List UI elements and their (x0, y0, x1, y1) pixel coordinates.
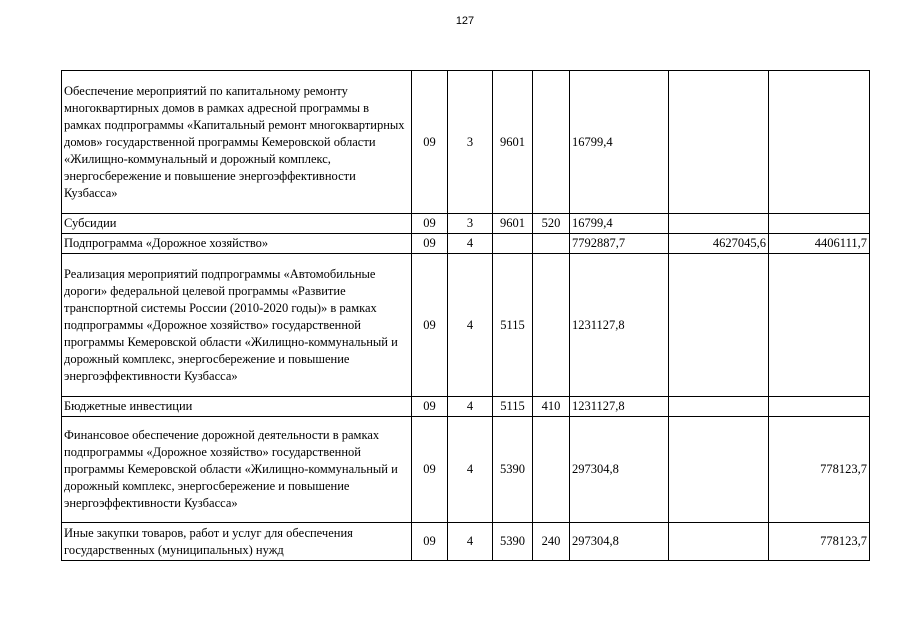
amount-2016 (769, 214, 870, 234)
expense-code: 520 (533, 214, 570, 234)
row-name: Реализация мероприятий подпрограммы «Автомобильные дороги» федеральной целевой программы «Развитие транспортной системы России (2010-2020 годы)» в рамках подпрограммы «Дорожное хозяйство» государственной программы Кемеровской области «Жилищно-коммунальный и дорожный комплекс, энергосбережение и повышение энергоэффективности Кузбасса» (62, 254, 412, 397)
section-code: 09 (412, 214, 448, 234)
subsection-code: 4 (448, 397, 493, 417)
row-name: Подпрограмма «Дорожное хозяйство» (62, 234, 412, 254)
table-row (62, 214, 870, 234)
subsection-code: 4 (448, 417, 493, 523)
target-code: 5115 (493, 397, 533, 417)
amount-2016 (769, 71, 870, 214)
amount-2014: 7792887,7 (570, 234, 669, 254)
budget-table (61, 70, 870, 561)
amount-2014: 1231127,8 (570, 397, 669, 417)
page-number: 127 (455, 15, 475, 27)
row-name: Финансовое обеспечение дорожной деятельности в рамках подпрограммы «Дорожное хозяйство» государственной программы Кемеровской области «Жилищно-коммунальный и дорожный комплекс, энергосбережение и повышение энергоэффективности Кузбасса» (62, 417, 412, 523)
section-code: 09 (412, 397, 448, 417)
amount-2014: 297304,8 (570, 523, 669, 561)
target-code: 5390 (493, 417, 533, 523)
expense-code (533, 254, 570, 397)
subsection-code: 3 (448, 71, 493, 214)
section-code: 09 (412, 417, 448, 523)
amount-2016: 778123,7 (769, 523, 870, 561)
amount-2015 (669, 254, 769, 397)
row-name: Иные закупки товаров, работ и услуг для обеспечения государственных (муниципальных) нужд (62, 523, 412, 561)
amount-2014: 1231127,8 (570, 254, 669, 397)
table-row (62, 254, 870, 397)
amount-2015: 4627045,6 (669, 234, 769, 254)
amount-2016 (769, 397, 870, 417)
amount-2016: 4406111,7 (769, 234, 870, 254)
target-code: 5115 (493, 254, 533, 397)
subsection-code: 4 (448, 234, 493, 254)
row-name: Субсидии (62, 214, 412, 234)
target-code (493, 234, 533, 254)
subsection-code: 3 (448, 214, 493, 234)
section-code: 09 (412, 71, 448, 214)
subsection-code: 4 (448, 523, 493, 561)
table-row (62, 71, 870, 214)
target-code: 9601 (493, 71, 533, 214)
amount-2014: 16799,4 (570, 214, 669, 234)
expense-code: 240 (533, 523, 570, 561)
section-code: 09 (412, 234, 448, 254)
expense-code (533, 71, 570, 214)
row-name: Обеспечение мероприятий по капитальному ремонту многоквартирных домов в рамках адресной программы в рамках подпрограммы «Капитальный ремонт многоквартирных домов» государственной программы Кемеровской области «Жилищно-коммунальный и дорожный комплекс, энергосбережение и повышение энергоэффективности Кузбасса» (62, 71, 412, 214)
expense-code: 410 (533, 397, 570, 417)
target-code: 9601 (493, 214, 533, 234)
target-code: 5390 (493, 523, 533, 561)
amount-2016: 778123,7 (769, 417, 870, 523)
amount-2015 (669, 397, 769, 417)
table-row (62, 234, 870, 254)
amount-2015 (669, 214, 769, 234)
section-code: 09 (412, 523, 448, 561)
amount-2016 (769, 254, 870, 397)
amount-2015 (669, 71, 769, 214)
subsection-code: 4 (448, 254, 493, 397)
amount-2015 (669, 523, 769, 561)
table-row (62, 397, 870, 417)
section-code: 09 (412, 254, 448, 397)
table-row (62, 523, 870, 561)
table-row (62, 417, 870, 523)
row-name: Бюджетные инвестиции (62, 397, 412, 417)
amount-2015 (669, 417, 769, 523)
expense-code (533, 417, 570, 523)
amount-2014: 16799,4 (570, 71, 669, 214)
amount-2014: 297304,8 (570, 417, 669, 523)
expense-code (533, 234, 570, 254)
